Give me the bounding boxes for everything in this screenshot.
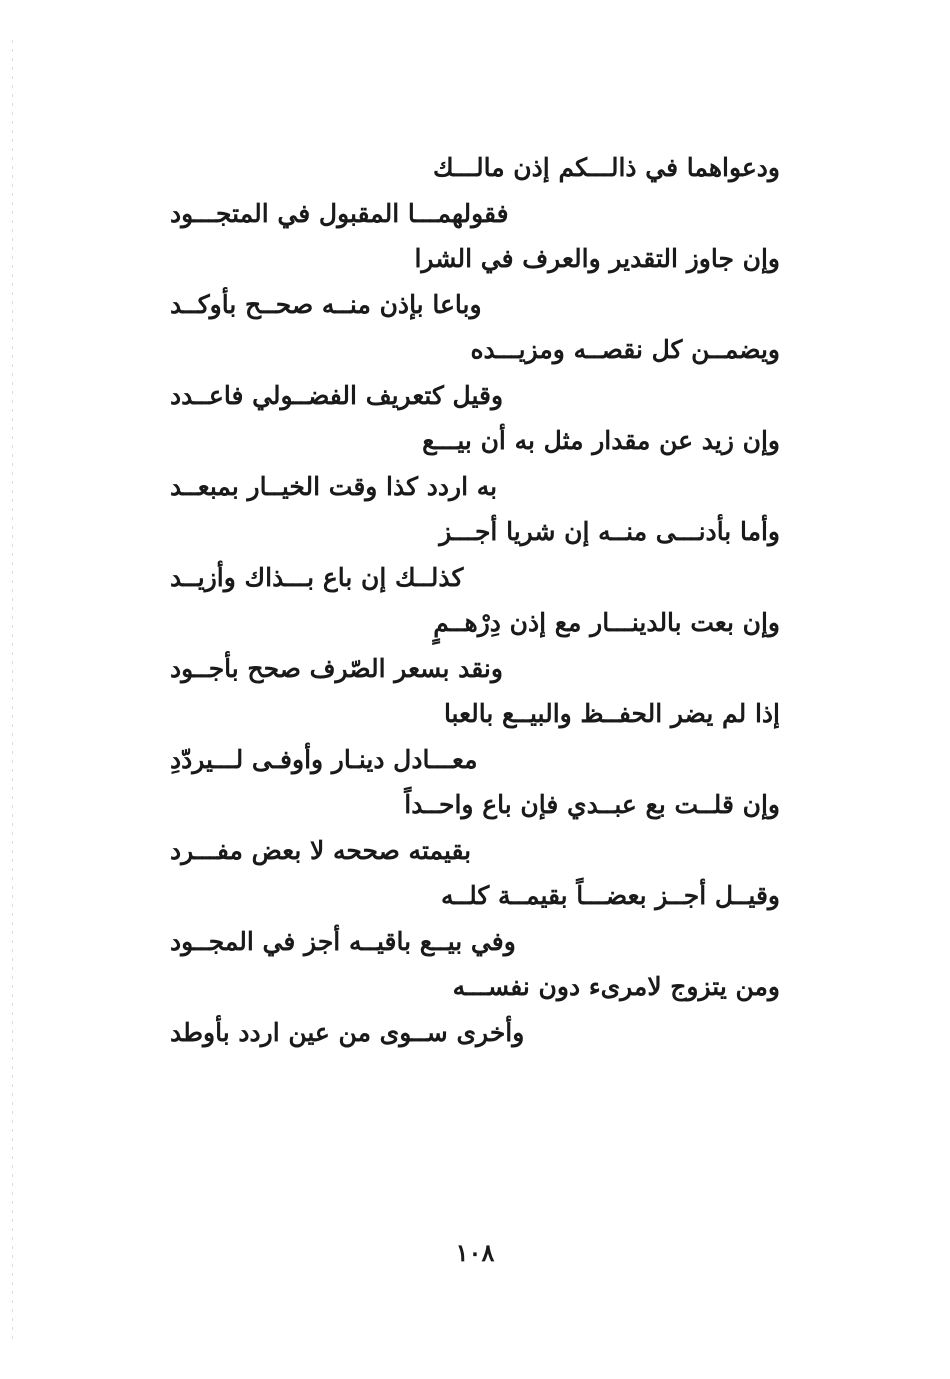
verse-4-second-hemistich: به اردد كذا وقت الخيــار بمبعــد — [170, 471, 498, 501]
verse-5-second-hemistich: كذلــك إن باع بـــذاك وأزيــد — [170, 562, 464, 592]
poem-body — [140, 145, 800, 1055]
verse-8-first-hemistich: وإن قلــت بع عبــدي فإن باع واحــداً — [404, 790, 780, 819]
page-edge-mark — [12, 40, 13, 1340]
verse-5-first-hemistich: وأما بأدنـــى منــه إن شريا أجـــز — [439, 517, 780, 546]
verse-2-first-hemistich: وإن جاوز التقدير والعرف في الشرا — [414, 244, 780, 273]
verse-10-second-hemistich: وأخرى ســوى من عين اردد بأوطد — [170, 1017, 525, 1047]
verse-3-first-hemistich: ويضمــن كل نقصــه ومزيـــده — [470, 335, 780, 364]
verse-7-second-hemistich: معـــادل دينـار وأوفـى لـــيردّدِ — [170, 744, 478, 774]
verse-2-second-hemistich: وباعا بإذن منــه صحــح بأوكــد — [170, 289, 482, 319]
verse-1-first-hemistich: ودعواهما في ذالـــكم إذن مالـــك — [432, 153, 780, 182]
verse-7-first-hemistich: إذا لم يضر الحفــظ والبيــع بالعبا — [443, 699, 780, 728]
verse-9-first-hemistich: وقيــل أجــز بعضـــاً بقيمــة كلــه — [441, 881, 780, 910]
verse-9-second-hemistich: وفي بيــع باقيــه أجز في المجــود — [170, 926, 516, 956]
verse-4-first-hemistich: وإن زيد عن مقدار مثل به أن بيـــع — [422, 426, 780, 455]
verse-6-second-hemistich: ونقد بسعر الصّرف صحح بأجــود — [170, 653, 503, 683]
page-number: ١٠٨ — [455, 1238, 495, 1267]
verse-8-second-hemistich: بقيمته صححه لا بعض مفـــرد — [170, 835, 472, 865]
verse-3-second-hemistich: وقيل كتعريف الفضــولي فاعــدد — [170, 380, 504, 410]
verse-10-first-hemistich: ومن يتزوج لامرىء دون نفســـه — [452, 972, 780, 1001]
verse-1-second-hemistich: فقولهمـــا المقبول في المتجـــود — [170, 198, 509, 228]
verse-6-first-hemistich: وإن بعت بالدينـــار مع إذن دِرْهــمٍ — [433, 608, 780, 637]
